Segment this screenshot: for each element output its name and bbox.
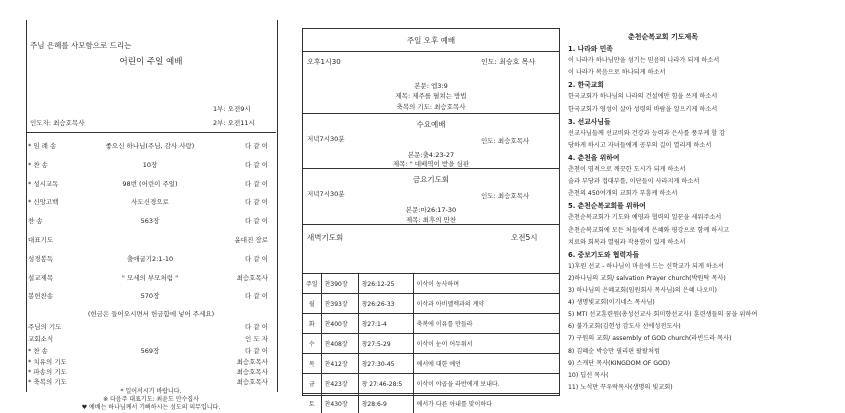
- order-item-content: " 모세의 부모처럼 ": [28, 273, 272, 283]
- order-item-person: 다 같 이: [245, 141, 268, 151]
- order-item: [28, 179, 272, 189]
- order-item-person: 다 같 이: [245, 216, 268, 226]
- prayer-heading: 2. 한국교회: [568, 82, 604, 89]
- prayer-item: 이 나라가 하나님만을 섬기는 믿음의 나라가 되게 하소서: [568, 58, 719, 64]
- dawn-row: [303, 274, 559, 294]
- order-item: [28, 197, 272, 207]
- afternoon-divider: [303, 51, 559, 52]
- order-item-content: 570장: [28, 291, 272, 301]
- prayer-item: 4) 생명빛교회(이기네스 목사님): [568, 300, 655, 306]
- afternoon-service: [303, 29, 559, 114]
- order-item-label: * 축복의 기도: [28, 377, 67, 387]
- prayer-item: 한국교회가 하나님의 나라의 건설에만 힘을 쓰게 하소서: [568, 94, 717, 100]
- order-item-label: * 임 례 송: [28, 141, 56, 151]
- leader: 인도자: 최승호목사: [30, 120, 85, 127]
- dawn-scripture: 창27:30-45: [358, 354, 413, 374]
- dawn-topic: 축복에 이유를 만들라: [413, 314, 559, 334]
- dawn-topic: 이삭과 아비멜렉과의 계약: [413, 294, 559, 314]
- services-panel: [302, 28, 560, 396]
- dawn-row: [303, 354, 559, 374]
- friday-sermon: 제목: 최후의 만찬: [303, 215, 559, 224]
- prayer-item: 선교사님들께 선교비와 건강과 능력과 은사를 풍부케 할 감: [568, 131, 725, 137]
- dawn-topic: 이삭이 야곱을 라반에게 보내다.: [413, 374, 559, 394]
- order-item: [28, 141, 272, 151]
- dawn-row: [303, 314, 559, 334]
- afternoon-title: 주일 오후 예배: [303, 35, 559, 46]
- wednesday-service: [303, 113, 559, 169]
- friday-leader: 인도: 최승호목사: [481, 193, 529, 200]
- prayer-item: 9) 스캐단 목사(KINGDOM OF GOD): [568, 361, 670, 367]
- order-item-content: 98번 (어린이 주일): [28, 179, 272, 189]
- order-item-label: 성경봉독: [28, 254, 53, 264]
- prayer-heading: 6. 중보기도와 협력자들: [568, 252, 639, 259]
- dawn-scripture: 창26:26-33: [358, 294, 413, 314]
- prayer-list-title: 춘천순복교회 기도제목: [628, 32, 698, 42]
- dawn-hymn: 찬430장: [321, 394, 358, 413]
- worship-order-panel: [0, 0, 284, 411]
- dawn-day: 목: [303, 354, 321, 374]
- order-item: [28, 357, 272, 367]
- order-item-content: 좋으신 하나님(주님, 감사 사랑): [28, 141, 272, 151]
- order-item-person: 다 같 이: [245, 322, 268, 332]
- dawn-hymn: 찬390장: [321, 274, 358, 294]
- dawn-hymn: 찬400장: [321, 314, 358, 334]
- prayer-heading: 1. 나라와 민족: [568, 46, 613, 53]
- dawn-scripture: 창26:12-25: [358, 274, 413, 294]
- wednesday-text: 본문:출4:23-27: [303, 150, 559, 159]
- dawn-title: 새벽기도회: [307, 232, 343, 243]
- dawn-hymn: 찬408장: [321, 334, 358, 354]
- order-item-content: 출애굽기2:1-10: [28, 254, 272, 264]
- dawn-time: 오전5시: [511, 232, 538, 243]
- prayer-item: 6) 불가교회(김헌성 감도사 선에성전도사): [568, 324, 681, 330]
- afternoon-time: 오후1시30: [307, 59, 341, 66]
- friday-text: 본문:마26:17-30: [303, 205, 559, 214]
- dawn-day: 화: [303, 314, 321, 334]
- order-item-person: 최승호목사: [237, 273, 268, 283]
- prayer-item: 춘천순복교회에 모든 처들에게 은혜와 평강으로 함께 하시고: [568, 228, 729, 234]
- dawn-topic: 에서에 대한 예언: [413, 354, 559, 374]
- order-item: [28, 216, 272, 226]
- friday-time: 저녁7시30분: [307, 191, 345, 198]
- order-item-person: 다 같 이: [245, 346, 268, 356]
- dawn-header: [303, 224, 559, 272]
- order-item-label: 교회소식: [28, 334, 53, 344]
- prayer-item: 이 나라가 복음으로 하나되게 하소서: [568, 70, 666, 76]
- footer-note-1: * 일어서시기 바랍니다.: [26, 386, 276, 395]
- prayer-item: 5) MTI 선교훈련원(총성선교사 회미향선교사) 훈련생들의 꿈을 위하여: [568, 312, 757, 318]
- prayer-heading: 4. 춘천을 위하여: [568, 155, 619, 162]
- prayer-heading: 5. 춘천순복교회를 위하여: [568, 203, 646, 210]
- prayer-heading: 3. 선교사님들: [568, 119, 611, 126]
- footer-note-2: ※ 다음주 대표기도: 최윤도 안수집사: [26, 394, 276, 403]
- order-item-label: 대표기도: [28, 235, 53, 245]
- order-item-person: 다 같 이: [245, 160, 268, 170]
- order-item: [28, 346, 272, 356]
- dawn-scripture: 창28:6-9: [358, 394, 413, 413]
- dawn-topic: 이삭이 눈이 어두워서: [413, 334, 559, 354]
- footer-note-3: ♥ 예배는 하나님께서 기뻐하시는 성도의 의무입니다.: [26, 402, 276, 411]
- friday-title: 금요기도회: [303, 174, 559, 185]
- header-divider: [26, 132, 276, 133]
- dawn-scripture: 창 27:46-28:5: [358, 374, 413, 394]
- order-item-person: 다 같 이: [245, 254, 268, 264]
- order-item-person: 최승호목사: [237, 367, 268, 377]
- wednesday-sermon: 제목: " 대배역이 받을 심판: [303, 159, 559, 168]
- dawn-hymn: 찬393장: [321, 294, 358, 314]
- dawn-day: 월: [303, 294, 321, 314]
- order-item-label: * 찬 송: [28, 160, 48, 170]
- dawn-day: 주일: [303, 274, 321, 294]
- dawn-topic: 이삭이 농사하며: [413, 274, 559, 294]
- dawn-hymn: 찬412장: [321, 354, 358, 374]
- order-item-person: 최승호목사: [237, 357, 268, 367]
- dawn-day: 토: [303, 394, 321, 413]
- prayer-item: 춘천순복교회가 기도와 예영과 협력의 일꾼을 세워주소서: [568, 215, 721, 221]
- order-item-label: * 치유의 기도: [28, 357, 67, 367]
- offering-note: (헌금은 들어오시면서 헌금함에 넣어 주세요): [26, 309, 276, 318]
- dawn-row: [303, 334, 559, 354]
- order-item: [28, 254, 272, 264]
- dawn-row: [303, 294, 559, 314]
- wednesday-title: 수요예배: [303, 119, 559, 130]
- prayer-item: 7) 구원의 교회/ assembly of GOD church(라빈드라 목사): [568, 336, 732, 342]
- dawn-schedule-table: [303, 273, 559, 413]
- order-item-content: 사도신경으로: [28, 197, 272, 207]
- prayer-item: 8) 김혜순 박승만 필리핀 팔팔처럼: [568, 349, 660, 355]
- dawn-day: 수: [303, 334, 321, 354]
- order-item-person: 다 같 이: [245, 179, 268, 189]
- prayer-item: 당하게 하시고 자녀들에게 공부의 길이 열리게 하소서: [568, 143, 711, 149]
- prayer-item: 3) 하나님의 은혜교회(임원회사 목사님)의 은혜 나오미): [568, 288, 717, 294]
- order-item: [28, 291, 272, 301]
- afternoon-leader: 인도: 최승호 목사: [481, 59, 535, 66]
- order-item-label: 주님의 기도: [28, 322, 61, 332]
- afternoon-prayer: 축복의 기도: 최승호목사: [303, 102, 559, 111]
- dawn-scripture: 창27:5-29: [358, 334, 413, 354]
- order-item-label: 찬 송: [28, 216, 43, 226]
- order-item: [28, 367, 272, 377]
- order-item: [28, 273, 272, 283]
- dawn-topic: 에서가 다른 아내를 맞이하다: [413, 394, 559, 413]
- service-time-1: 1부: 오전9시: [213, 106, 251, 113]
- order-item-label: * 파송의 기도: [28, 367, 67, 377]
- dawn-row: [303, 374, 559, 394]
- friday-service: [303, 168, 559, 225]
- dawn-day: 금: [303, 374, 321, 394]
- order-item-person: 다 같 이: [245, 197, 268, 207]
- bulletin-title: 어린이 주일 예배: [26, 55, 276, 67]
- wednesday-time: 저녁7시30분: [307, 136, 345, 143]
- service-time-2: 2부: 오전11시: [213, 120, 255, 127]
- prayer-item: 11) 노석만 꾸우락목사(생명의 빛교회): [568, 385, 673, 391]
- order-item-content: 563장: [28, 216, 272, 226]
- prayer-item: 10) 딥선 목사(: [568, 373, 609, 379]
- dawn-scripture: 창27:1-4: [358, 314, 413, 334]
- prayer-item: 춘천의 450여개의 교회가 부흥케 하소서: [568, 191, 677, 197]
- prayer-item: 2)하나님의 교회/ salvation Prayer church(박원탁 목사): [568, 276, 726, 282]
- order-item-person: 윤대진 장로: [235, 235, 268, 245]
- prayer-item: 술과 부당과 접대부를, 이단들이 사라지게 하소서: [568, 179, 699, 185]
- dawn-hymn: 찬423장: [321, 374, 358, 394]
- order-item-person: 인 도 자: [245, 334, 268, 344]
- afternoon-sermon: 제목: 제주를 펼쳐는 방법: [303, 91, 559, 100]
- order-item-label: * 성시교독: [28, 179, 58, 189]
- afternoon-text: 본문: 엡3:9: [303, 81, 559, 90]
- order-item: [28, 322, 272, 332]
- order-item: [28, 334, 272, 344]
- order-item-person: 최승호목사: [237, 377, 268, 387]
- order-item-label: * 신앙고백: [28, 197, 58, 207]
- wednesday-leader: 인도: 최승호목사: [481, 138, 529, 145]
- prayer-item: 1)후원 선교 - 하나님이 마음에 드는 신학교가 되게 하소서: [568, 264, 724, 270]
- order-item: [28, 160, 272, 170]
- order-item-label: 설교제목: [28, 273, 53, 283]
- order-item-content: 10장: [28, 160, 272, 170]
- bulletin-header: 주님 은혜를 사모함으로 드리는: [30, 42, 131, 50]
- order-item-person: 다 같 이: [245, 291, 268, 301]
- prayer-item: 춘천이 영적으로 깨끗한 도시가 되게 하소서: [568, 167, 685, 173]
- dawn-row: [303, 394, 559, 413]
- prayer-item: 치료와 회복과 열림과 작용함이 있게 하소서: [568, 240, 685, 246]
- order-item-content: 569장: [28, 346, 272, 356]
- prayer-item: 한국교회가 영성이 살아 성령의 바람을 일으키게 하소서: [568, 107, 717, 113]
- order-item: [28, 235, 272, 245]
- order-item-label: * 찬 송: [28, 346, 48, 356]
- order-item-label: 봉헌찬송: [28, 291, 53, 301]
